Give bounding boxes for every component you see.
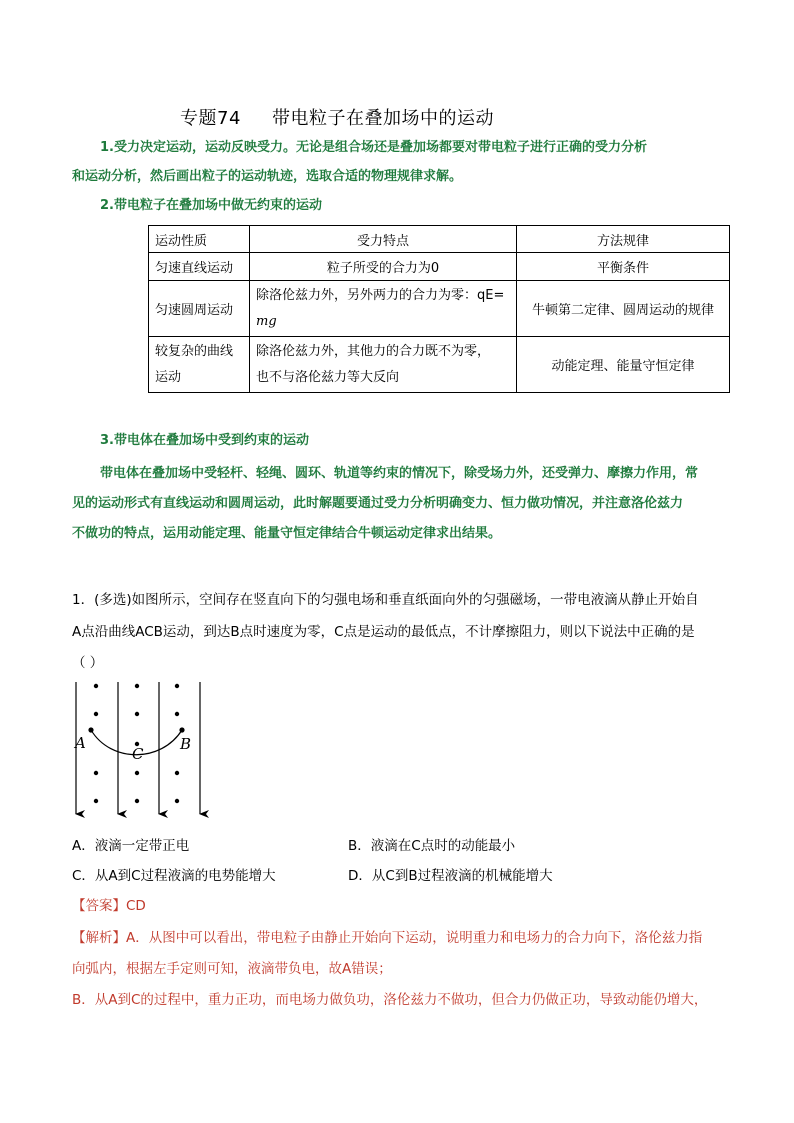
table-row <box>149 281 730 337</box>
motion-table <box>148 225 730 393</box>
section-3-line-2: 见的运动形式有直线运动和圆周运动，此时解题要通过受力分析明确变力、恒力做功情况，并注意洛伦兹力 <box>72 496 684 511</box>
table-cell-line: 除洛伦兹力外，其他力的合力既不为零， <box>256 343 491 359</box>
option-d: D．从C到B过程液滴的机械能增大 <box>348 868 553 884</box>
table-cell: 动能定理、能量守恒定律 <box>517 337 730 393</box>
field-diagram <box>66 678 216 818</box>
table-cell: 匀速直线运动 <box>149 253 250 281</box>
analysis-line-2: 向弧内，根据左手定则可知，液滴带负电，故A错误； <box>72 961 392 977</box>
question-line-3: （ ） <box>72 655 104 671</box>
analysis-line-3: B．从A到C的过程中，重力正功，而电场力做负功，洛伦兹力不做功，但合力仍做正功，导致动能仍增大， <box>72 992 708 1008</box>
table-cell-line: mg <box>256 313 277 329</box>
table-row <box>149 253 730 281</box>
table-cell-line: 也不与洛伦兹力等大反向 <box>256 369 400 385</box>
intro-point-1-line-2: 和运动分析，然后画出粒子的运动轨迹，选取合适的物理规律求解。 <box>72 169 463 184</box>
answer-label: 【答案】 <box>72 898 126 914</box>
option-b: B．液滴在C点时的动能最小 <box>348 838 516 854</box>
table-cell <box>149 337 250 393</box>
answer-line <box>72 894 146 914</box>
section-3-line-1: 带电体在叠加场中受轻杆、轻绳、圆环、轨道等约束的情况下，除受场力外，还受弹力、摩擦力作用，常 <box>100 466 699 481</box>
analysis-line-1 <box>72 926 702 946</box>
table-cell: 匀速圆周运动 <box>149 281 250 337</box>
analysis-text: A．从图中可以看出，带电粒子由静止开始向下运动，说明重力和电场力的合力向下，洛伦兹力指 <box>126 930 703 946</box>
section-3-line-3: 不做功的特点，运用动能定理、能量守恒定律结合牛顿运动定律求出结果。 <box>72 526 502 541</box>
table-header-row <box>149 226 730 253</box>
table-cell-line: 较复杂的曲线 <box>155 343 234 359</box>
analysis-label: 【解析】 <box>72 930 126 946</box>
label-b: B <box>180 735 192 753</box>
magnetic-field-dots <box>94 684 179 803</box>
question-line-2: A点沿曲线ACB运动，到达B点时速度为零，C点是运动的最低点，不计摩擦阻力，则以下说法中正确的是 <box>72 624 695 640</box>
table-cell: 粒子所受的合力为0 <box>250 253 517 281</box>
answer-value: CD <box>126 898 146 914</box>
table-header-cell: 受力特点 <box>250 226 517 253</box>
table-row <box>149 337 730 393</box>
label-c: C <box>132 745 144 763</box>
point-a-dot <box>88 727 93 732</box>
table-header-cell: 方法规律 <box>517 226 730 253</box>
intro-point-1-line-1: 1.受力决定运动，运动反映受力。无论是组合场还是叠加场都要对带电粒子进行正确的受力分析 <box>100 140 647 155</box>
point-b-dot <box>179 727 184 732</box>
label-a: A <box>75 734 86 752</box>
page-title: 专题74 带电粒子在叠加场中的运动 <box>180 108 495 129</box>
option-a: A．液滴一定带正电 <box>72 838 190 854</box>
table-cell-line: 运动 <box>155 369 182 385</box>
section-3-heading: 3.带电体在叠加场中受到约束的运动 <box>100 433 309 448</box>
intro-point-2: 2.带电粒子在叠加场中做无约束的运动 <box>100 198 322 213</box>
table-cell: 平衡条件 <box>517 253 730 281</box>
question-line-1: 1．(多选)如图所示，空间存在竖直向下的匀强电场和垂直纸面向外的匀强磁场，一带电液滴从静止开始自 <box>72 592 699 608</box>
table-header-cell: 运动性质 <box>149 226 250 253</box>
table-cell: 牛顿第二定律、圆周运动的规律 <box>517 281 730 337</box>
option-c: C．从A到C过程液滴的电势能增大 <box>72 868 276 884</box>
table-cell-line: 除洛伦兹力外，另外两力的合力为零：qE= <box>256 287 505 303</box>
table-cell <box>250 337 517 393</box>
table-cell <box>250 281 517 337</box>
